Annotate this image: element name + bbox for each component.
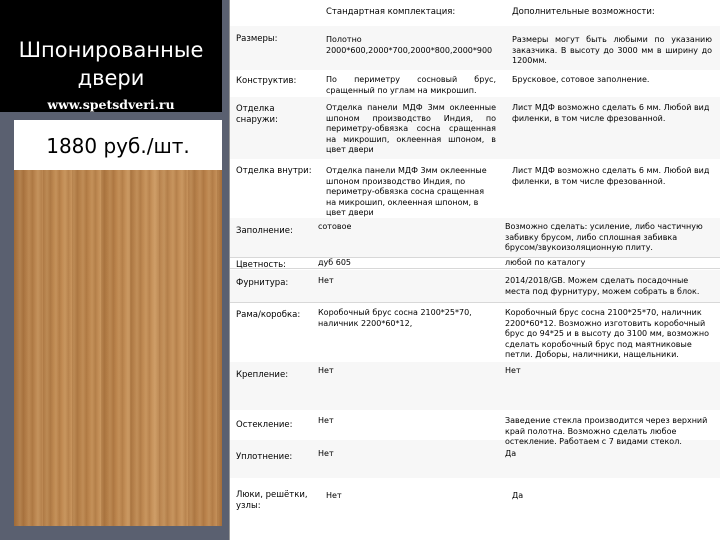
glazing-standard: Нет <box>318 416 334 425</box>
row-label-hardware: Фурнитура: <box>236 278 289 288</box>
website-link[interactable]: www.spetsdveri.ru <box>47 97 175 112</box>
sealing-extra: Да <box>505 449 517 458</box>
row-label-glazing: Остекление: <box>236 420 293 430</box>
hatches-standard: Нет <box>326 491 342 500</box>
construction-extra: Брусковое, сотовое заполнение. <box>512 75 650 84</box>
title-line-1: Шпонированные <box>18 38 204 62</box>
row-label-sizes: Размеры: <box>236 34 278 44</box>
sizes-extra: Размеры могут быть любыми по указанию заказчика. В высоту до 3000 мм в ширину до 1200мм. <box>512 35 712 65</box>
price: 1880 руб./шт. <box>46 134 190 158</box>
finish-inside-extra: Лист МДФ возможно сделать 6 мм. Любой вид филенки, в том числе фрезованной. <box>512 166 710 186</box>
row-label-construction: Конструктив: <box>236 76 297 86</box>
product-title <box>0 36 222 92</box>
hatches-extra: Да <box>512 491 524 500</box>
row-label-fastening: Крепление: <box>236 370 289 380</box>
row-separator <box>230 302 720 303</box>
price-box <box>14 120 222 170</box>
hardware-extra: 2014/2018/GB. Можем сделать посадочные места под фурнитуру, можем собрать в блок. <box>505 276 700 296</box>
row-label-filling: Заполнение: <box>236 226 293 236</box>
finish-outside-standard: Отделка панели МДФ 3мм оклеенные шпоном производство Индия, по периметру-обвязка сосна сращенная на микрошип, оклеенная шпоном, в цвет двери <box>326 103 496 154</box>
row-label-finish-inside: Отделка внутри: <box>236 166 312 176</box>
title-line-2: двери <box>77 66 145 90</box>
frame-standard: Коробочный брус сосна 2100*25*70, наличник 2200*60*12, <box>318 308 472 328</box>
row-label-frame: Рама/коробка: <box>236 310 301 320</box>
door-image <box>14 170 222 526</box>
filling-standard: сотовое <box>318 222 352 231</box>
left-panel <box>0 0 229 540</box>
header-standard: Стандартная комплектация: <box>326 7 456 17</box>
filling-extra: Возможно сделать: усиление, либо частичную забивку брусом, либо сплошная забивка брусом/звукоизоляционную плиту. <box>505 222 703 252</box>
fastening-standard: Нет <box>318 366 334 375</box>
frame-extra: Коробочный брус сосна 2100*25*70, наличник 2200*60*12. Возможно изготовить коробочный брус до 94*25 и в высоту до 3100 мм, возможно сделать коробочный брус под маятниковые петли. Доборы, наличники, нащельники. <box>505 308 709 359</box>
sealing-standard: Нет <box>318 449 334 458</box>
header-extra: Дополнительные возможности: <box>512 7 655 17</box>
color-extra: любой по каталогу <box>505 258 586 267</box>
sizes-standard: Полотно 2000*600,2000*700,2000*800,2000*900 <box>326 35 493 55</box>
construction-standard: По периметру сосновый брус, сращенный по углам на микрошип. <box>326 75 496 95</box>
finish-outside-extra: Лист МДФ возможно сделать 6 мм. Любой вид филенки, в том числе фрезованной. <box>512 103 710 123</box>
hardware-standard: Нет <box>318 276 334 285</box>
fastening-extra: Нет <box>505 366 521 375</box>
row-label-sealing: Уплотнение: <box>236 452 293 462</box>
title-box <box>0 0 222 112</box>
finish-inside-standard: Отделка панели МДФ 3мм оклеенные шпоном производство Индия, по периметру-обвязка сосна сращенная на микрошип, оклеенная шпоном, в цвет двери <box>326 166 487 217</box>
row-label-hatches: Люки, решётки, узлы: <box>236 490 308 511</box>
row-label-finish-outside: Отделка снаружи: <box>236 104 278 125</box>
glazing-extra: Заведение стекла производится через верхний край полотна. Возможно сделать любое остекление. Работаем с 7 видами стекол. <box>505 416 708 446</box>
row-label-color: Цветность: <box>236 260 287 270</box>
color-standard: дуб 605 <box>318 258 352 267</box>
